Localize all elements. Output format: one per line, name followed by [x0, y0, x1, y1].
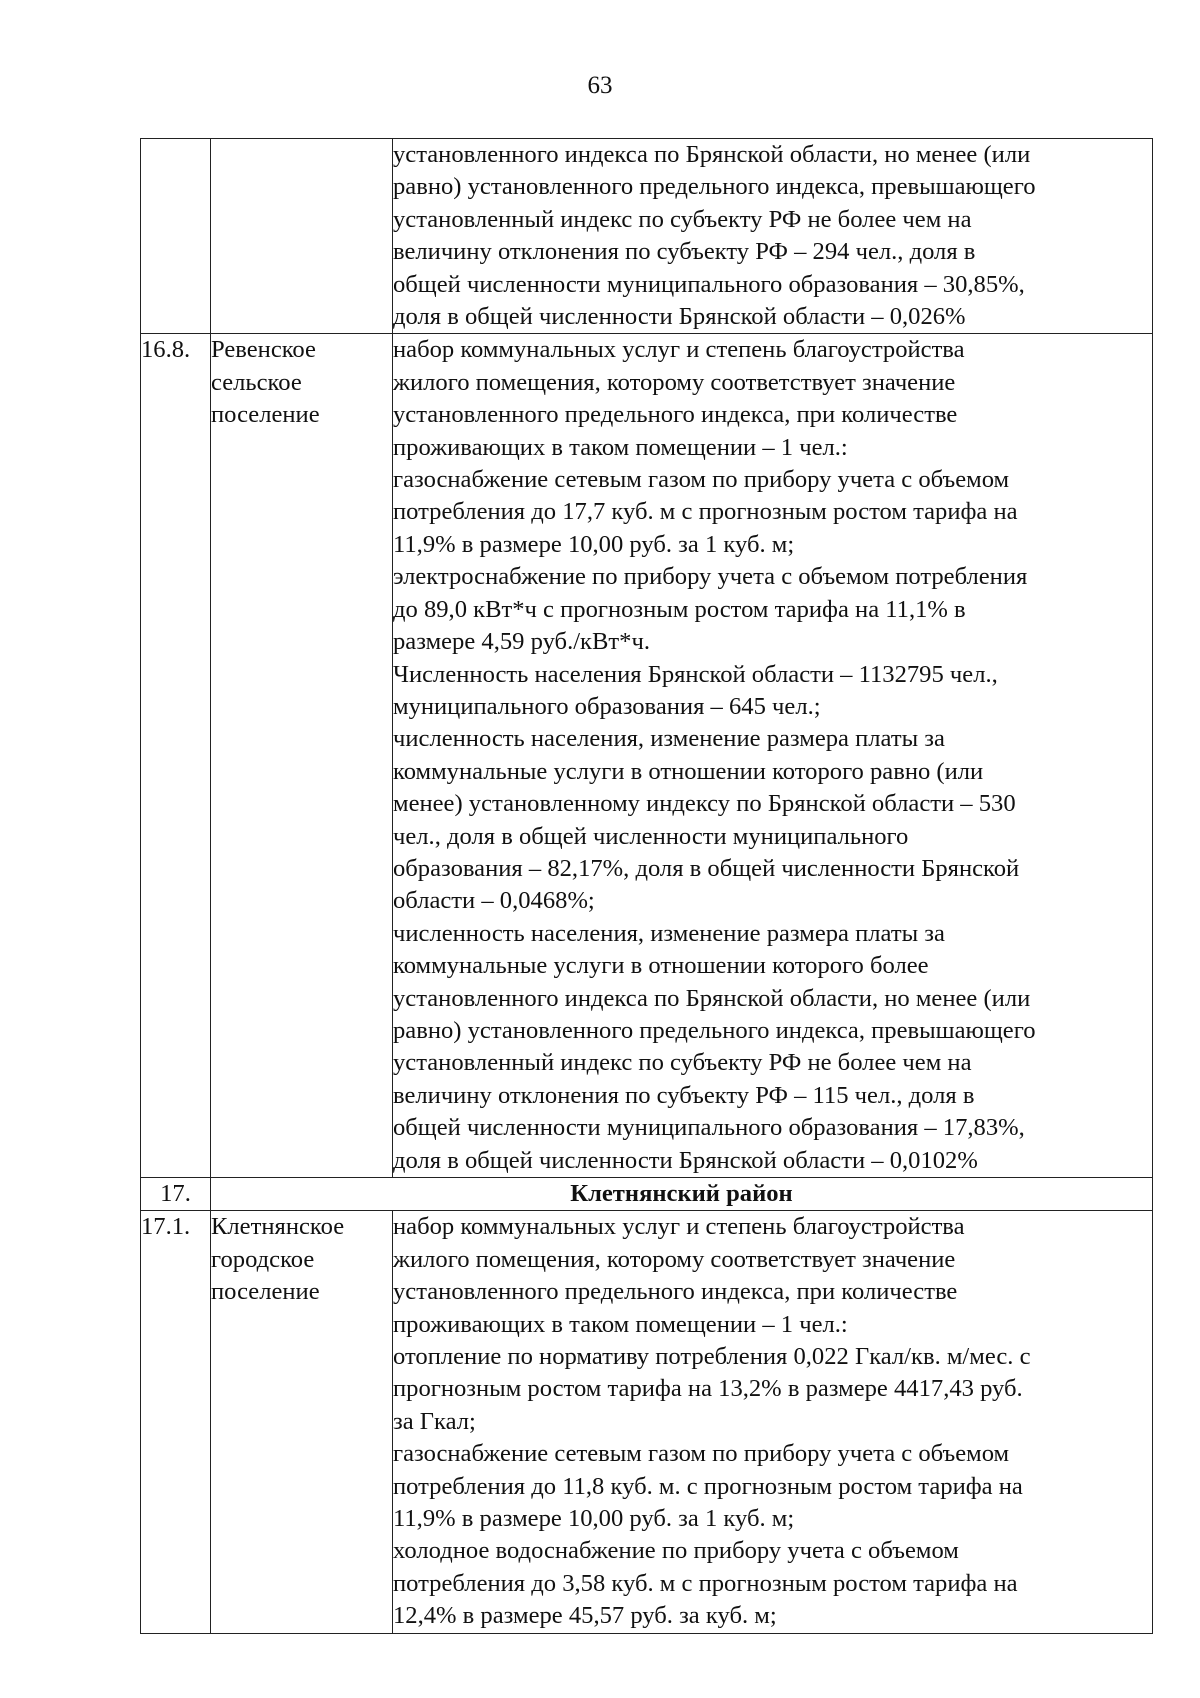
text-line: равно) установленного предельного индекса, превышающего: [393, 1016, 1036, 1044]
text-line: установленный индекс по субъекту РФ не более чем на: [393, 1049, 972, 1077]
municipality-name-line: сельское: [211, 368, 302, 396]
description-cell: [393, 334, 1153, 1178]
municipality-name-line: городское: [211, 1245, 315, 1273]
text-line: 11,9% в размере 10,00 руб. за 1 куб. м;: [393, 1505, 795, 1533]
text-line: величину отклонения по субъекту РФ – 115 чел., доля в: [393, 1081, 975, 1109]
text-line: проживающих в таком помещении – 1 чел.:: [393, 1310, 848, 1338]
text-line: отопление по нормативу потребления 0,022 Гкал/кв. м/мес. с: [393, 1343, 1031, 1371]
text-line: установленный индекс по субъекту РФ не более чем на: [393, 205, 972, 233]
text-line: до 89,0 кВт*ч с прогнозным ростом тарифа на 11,1% в: [393, 595, 966, 623]
text-line: потребления до 11,8 куб. м. с прогнозным ростом тарифа на: [393, 1472, 1023, 1500]
table-row-17-1: [141, 1211, 1153, 1633]
text-line: 11,9% в размере 10,00 руб. за 1 куб. м;: [393, 530, 795, 558]
text-line: потребления до 3,58 куб. м с прогнозным ростом тарифа на: [393, 1569, 1018, 1597]
district-heading: Клетнянский район: [211, 1178, 1153, 1211]
text-line: муниципального образования – 645 чел.;: [393, 692, 821, 720]
text-line: чел., доля в общей численности муниципального: [393, 822, 909, 850]
text-line: проживающих в таком помещении – 1 чел.:: [393, 433, 848, 461]
table-row-17-district: [141, 1178, 1153, 1211]
row-number-cell: [141, 139, 211, 334]
text-line: коммунальные услуги в отношении которого равно (или: [393, 757, 984, 785]
text-line: набор коммунальных услуг и степень благоустройства: [393, 336, 965, 364]
text-line: общей численности муниципального образования – 17,83%,: [393, 1114, 1025, 1142]
municipality-cell: [211, 139, 393, 334]
text-line: величину отклонения по субъекту РФ – 294 чел., доля в: [393, 238, 976, 266]
text-line: установленного предельного индекса, при количестве: [393, 1278, 958, 1306]
text-line: потребления до 17,7 куб. м с прогнозным ростом тарифа на: [393, 498, 1018, 526]
text-line: доля в общей численности Брянской области – 0,0102%: [393, 1146, 978, 1174]
description-cell: [393, 139, 1153, 334]
text-line: доля в общей численности Брянской области – 0,026%: [393, 303, 966, 331]
text-line: установленного индекса по Брянской области, но менее (или: [393, 141, 1031, 168]
text-line: 12,4% в размере 45,57 руб. за куб. м;: [393, 1602, 777, 1630]
text-line: равно) установленного предельного индекса, превышающего: [393, 173, 1036, 201]
text-line: холодное водоснабжение по прибору учета с объемом: [393, 1537, 959, 1565]
tariff-table: [140, 138, 1153, 1634]
text-line: газоснабжение сетевым газом по прибору учета с объемом: [393, 466, 1010, 494]
text-line: набор коммунальных услуг и степень благоустройства: [393, 1213, 965, 1241]
text-line: установленного предельного индекса, при количестве: [393, 401, 958, 429]
page-number: 63: [587, 72, 613, 99]
description-cell: [393, 1211, 1153, 1633]
text-line: образования – 82,17%, доля в общей численности Брянской: [393, 854, 1020, 882]
text-line: прогнозным ростом тарифа на 13,2% в размере 4417,43 руб.: [393, 1375, 1023, 1403]
municipality-cell: [211, 334, 393, 1178]
row-number-cell: 17.: [141, 1178, 211, 1211]
municipality-cell: [211, 1211, 393, 1633]
text-line: жилого помещения, которому соответствует значение: [393, 1245, 956, 1273]
text-line: численность населения, изменение размера платы за: [393, 919, 945, 947]
text-line: размере 4,59 руб./кВт*ч.: [393, 628, 650, 656]
text-line: общей численности муниципального образования – 30,85%,: [393, 270, 1025, 298]
text-line: за Гкал;: [393, 1407, 476, 1435]
municipality-name-line: поселение: [211, 1278, 320, 1306]
municipality-name-line: поселение: [211, 401, 320, 429]
table-row-16-8: [141, 334, 1153, 1178]
municipality-name-line: Ревенское: [211, 336, 316, 364]
row-number-cell: 16.8.: [141, 334, 211, 1178]
text-line: электроснабжение по прибору учета с объемом потребления: [393, 563, 1028, 591]
text-line: численность населения, изменение размера платы за: [393, 725, 945, 753]
text-line: газоснабжение сетевым газом по прибору учета с объемом: [393, 1440, 1010, 1468]
text-line: менее) установленному индексу по Брянской области – 530: [393, 790, 1016, 818]
municipality-name-line: Клетнянское: [211, 1213, 345, 1241]
text-line: области – 0,0468%;: [393, 887, 595, 915]
text-line: Численность населения Брянской области – 1132795 чел.,: [393, 660, 998, 688]
table-row-continued: [141, 139, 1153, 334]
text-line: коммунальные услуги в отношении которого более: [393, 952, 929, 980]
text-line: жилого помещения, которому соответствует значение: [393, 368, 956, 396]
row-number-cell: 17.1.: [141, 1211, 211, 1633]
text-line: установленного индекса по Брянской области, но менее (или: [393, 984, 1031, 1012]
